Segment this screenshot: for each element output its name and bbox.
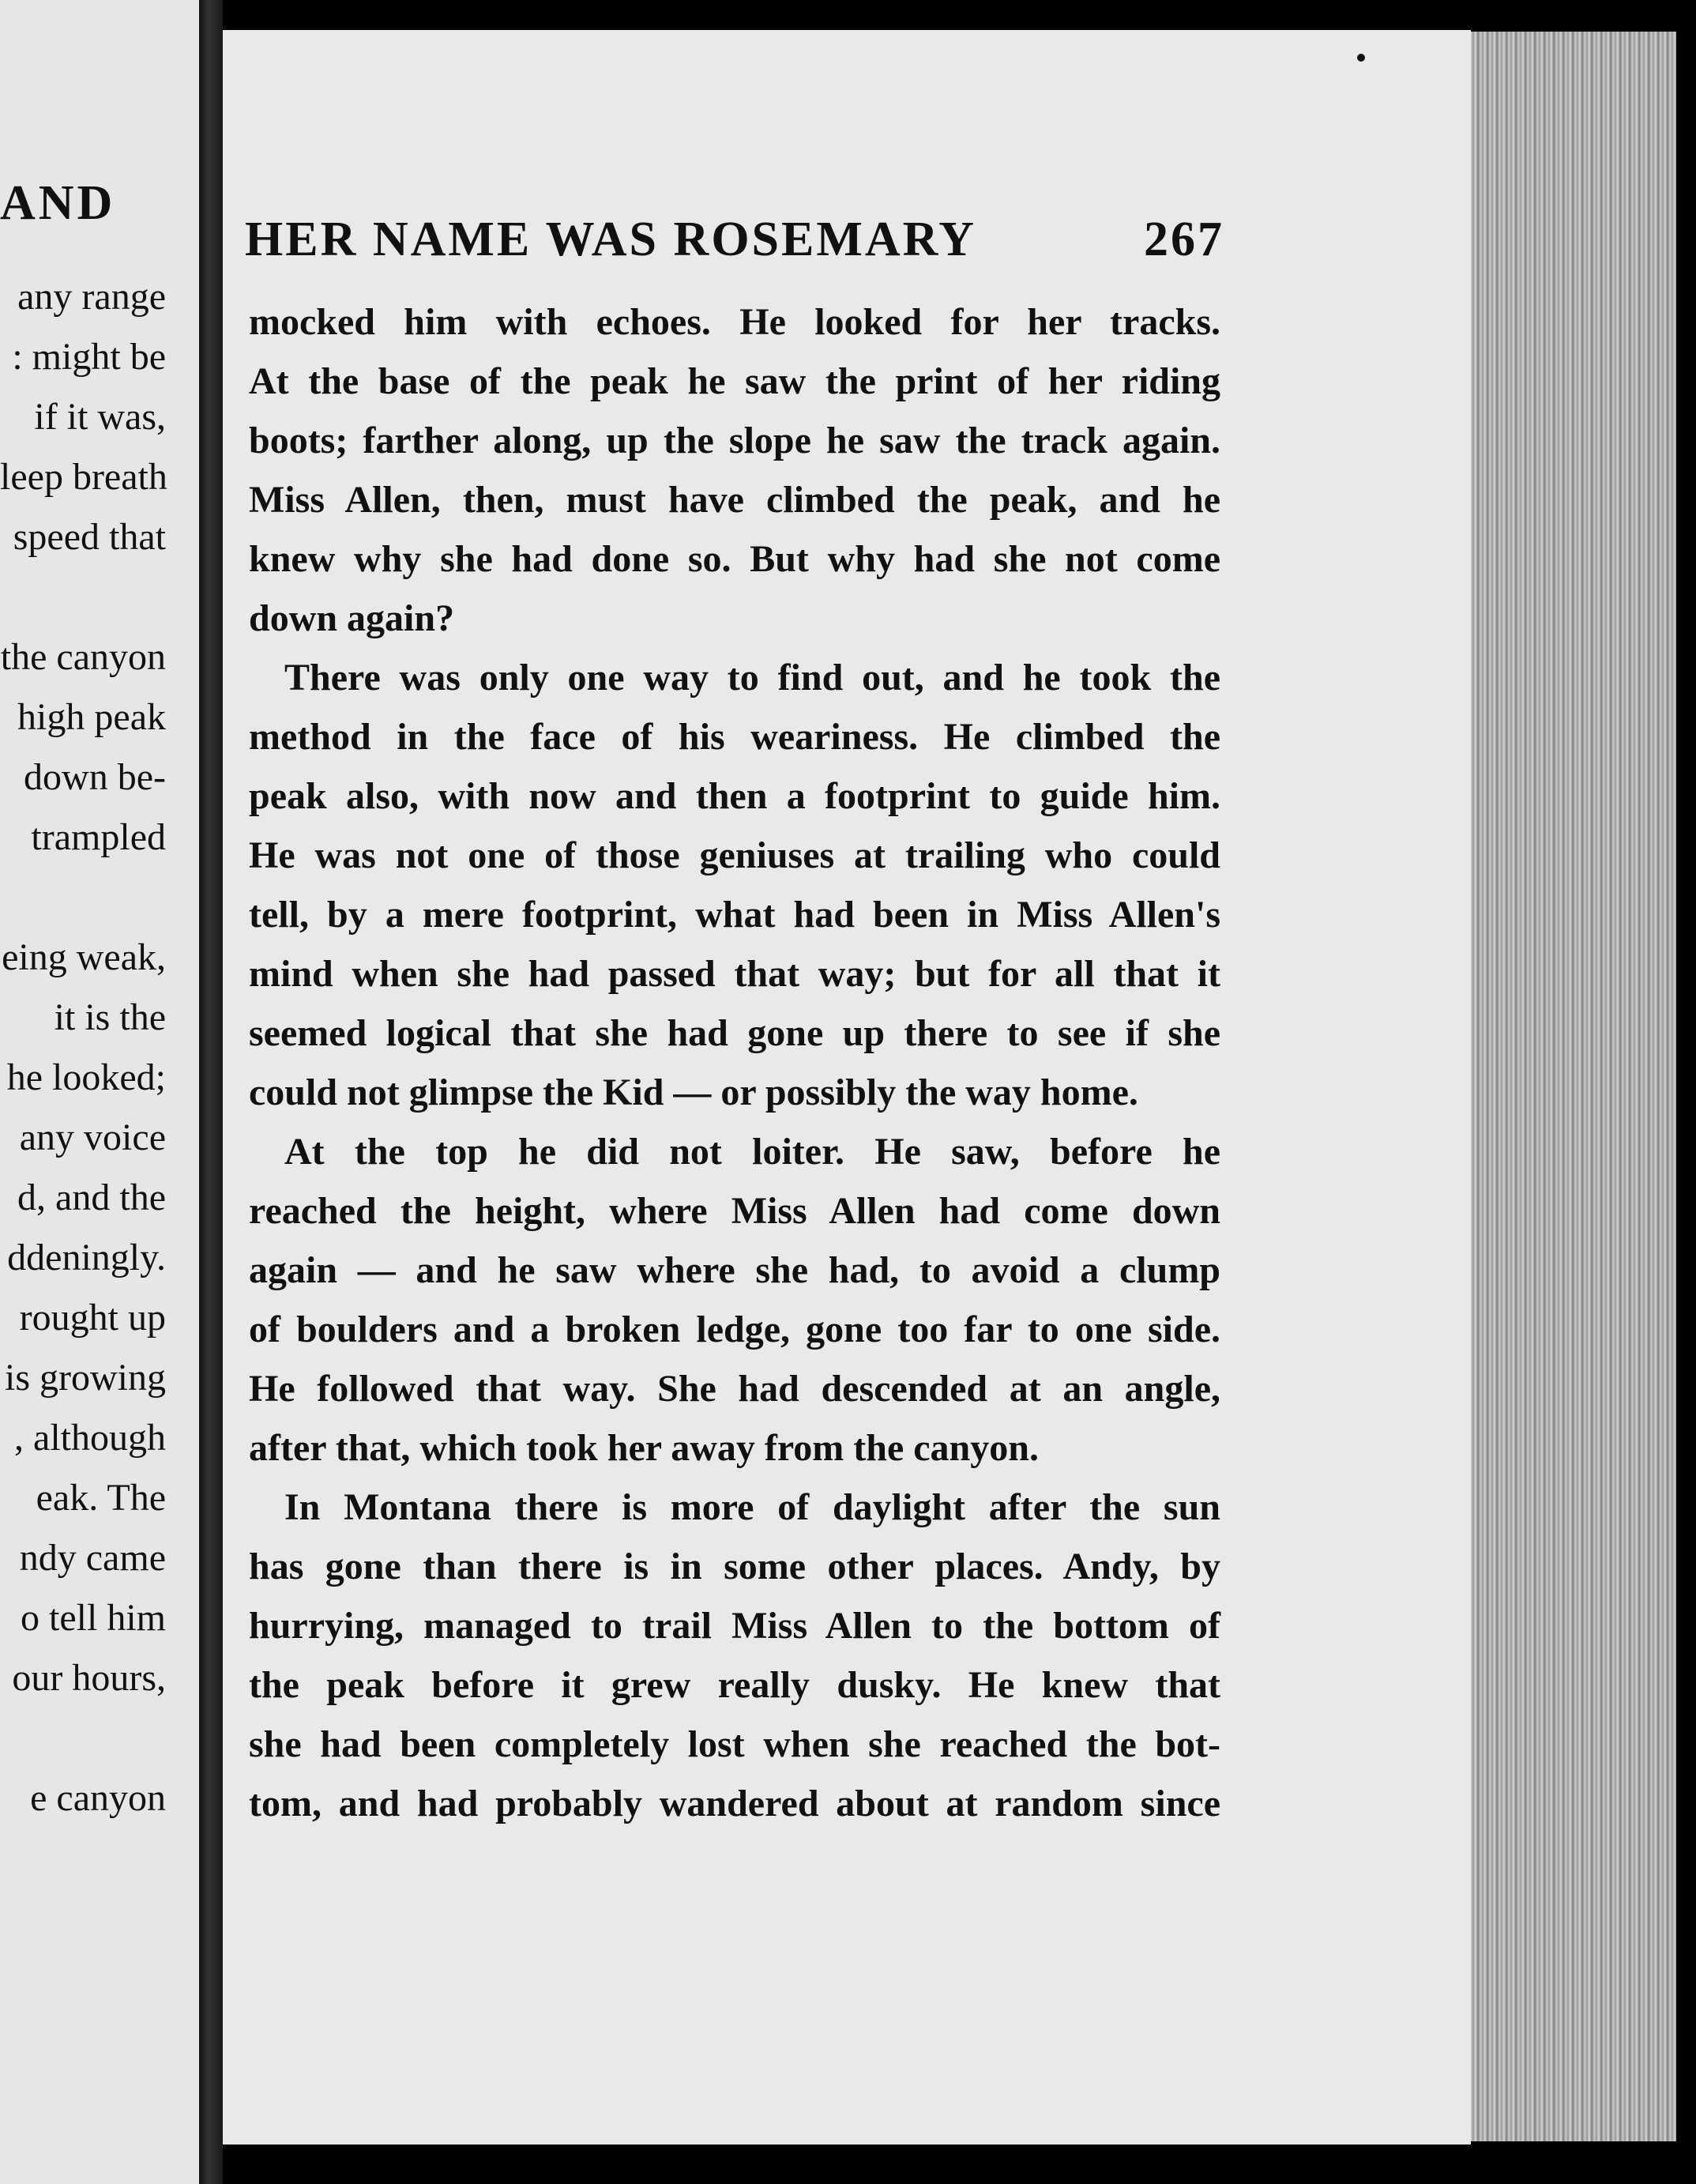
left-text-line: down be- (24, 756, 166, 798)
text-line: of boulders and a broken ledge, gone too far to one side. (249, 1309, 1220, 1350)
left-text-line (0, 1708, 166, 1768)
body-text (249, 292, 1220, 1833)
text-line: again — and he saw where she had, to avoid a clump (249, 1249, 1220, 1291)
text-line: knew why she had done so. But why had she not come (249, 538, 1220, 580)
text-line: At the top he did not loiter. He saw, before he (284, 1131, 1220, 1173)
left-text-line: o tell him (21, 1597, 166, 1639)
previous-page (0, 0, 199, 2184)
running-title: HER NAME WAS ROSEMARY (245, 213, 977, 266)
text-line: hurrying, managed to trail Miss Allen to the bottom of (249, 1605, 1220, 1647)
left-text-line: our hours, (12, 1657, 166, 1699)
text-line: tom, and had probably wandered about at random since (249, 1783, 1220, 1824)
ink-speck (1357, 54, 1365, 62)
left-text-line (0, 567, 166, 627)
text-line: she had been completely lost when she reached the bot- (249, 1723, 1220, 1765)
left-text-line: if it was, (34, 396, 166, 438)
page-number: 267 (1144, 213, 1224, 266)
text-line: could not glimpse the Kid — or possibly the way home. (249, 1071, 1138, 1113)
left-text-line: he looked; (6, 1056, 166, 1098)
left-text-line (0, 868, 166, 928)
text-line: mocked him with echoes. He looked for her tracks. (249, 301, 1220, 343)
text-line: mind when she had passed that way; but for all that it (249, 953, 1220, 995)
text-line: after that, which took her away from the canyon. (249, 1427, 1039, 1469)
text-line: has gone than there is in some other places. Andy, by (249, 1546, 1220, 1587)
left-running-title: AND (0, 176, 116, 230)
left-text-line: any voice (19, 1116, 166, 1158)
text-line: the peak before it grew really dusky. He knew that (249, 1664, 1220, 1706)
left-text-line: e canyon (30, 1777, 166, 1819)
text-line: boots; farther along, up the slope he saw the track again. (249, 420, 1220, 461)
left-text-line: , although (14, 1417, 166, 1459)
text-line: He was not one of those geniuses at trailing who could (249, 834, 1220, 876)
left-text-line: eak. The (36, 1477, 166, 1519)
running-head (245, 212, 1224, 268)
text-line: There was only one way to find out, and he took the (284, 657, 1220, 699)
text-line: method in the face of his weariness. He climbed the (249, 716, 1220, 758)
left-text-line: d, and the (17, 1177, 166, 1218)
text-line: He followed that way. She had descended at an angle, (249, 1368, 1220, 1410)
text-line: At the base of the peak he saw the print of her riding (249, 360, 1220, 402)
left-text-line: ddeningly. (7, 1237, 166, 1278)
text-line: Miss Allen, then, must have climbed the peak, and he (249, 479, 1220, 521)
text-line: In Montana there is more of daylight after the sun (284, 1486, 1220, 1528)
text-line: seemed logical that she had gone up there to see if she (249, 1012, 1220, 1054)
left-text-line: speed that (13, 516, 166, 558)
text-line: tell, by a mere footprint, what had been in Miss Allen's (249, 894, 1220, 936)
left-text-line: trampled (31, 816, 166, 858)
text-line: peak also, with now and then a footprint to guide him. (249, 775, 1220, 817)
left-text-line: the canyon (0, 636, 166, 678)
left-text-line: eing weak, (2, 936, 166, 978)
book-gutter (199, 0, 223, 2184)
left-text-line: : might be (12, 336, 166, 378)
text-line: down again? (249, 597, 455, 639)
text-line: reached the height, where Miss Allen had come down (249, 1190, 1220, 1232)
left-text-line: high peak (17, 696, 166, 738)
left-text-line: any range (17, 276, 166, 318)
left-page-text (0, 267, 166, 1828)
left-text-line: is growing (5, 1357, 166, 1399)
page-edges (1471, 32, 1676, 2141)
left-text-line: ndy came (19, 1537, 166, 1579)
left-text-line: leep breath (0, 456, 167, 498)
left-text-line: rought up (19, 1297, 166, 1339)
left-text-line: it is the (54, 996, 166, 1038)
